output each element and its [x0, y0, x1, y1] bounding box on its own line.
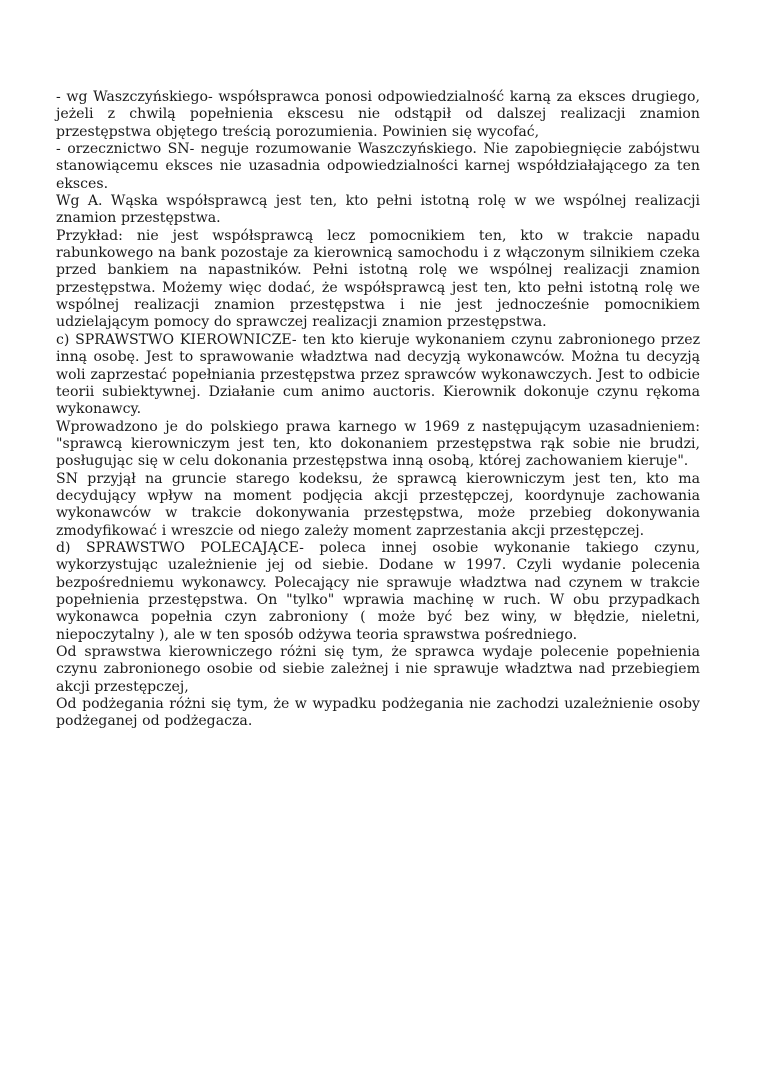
paragraph-introduction-1969: Wprowadzono je do polskiego prawa karnego w 1969 z następującym uzasadnieniem: "sprawcą kierowniczym jest ten, kto dokonaniem przestępstwa rąk sobie nie brudzi, posługując się w celu dokonania przestępstwa inną osobą, której zachowaniem kieruje". — [56, 418, 700, 470]
paragraph-waszczynski-view: - wg Waszczyńskiego- współsprawca ponosi odpowiedzialność karną za eksces drugiego, jeżeli z chwilą popełnienia ekscesu nie odstąpił od dalszej realizacji znamion przestępstwa objętego treścią porozumienia. Powinien się wycofać, — [56, 89, 700, 140]
paragraph-difference-directing: Od sprawstwa kierowniczego różni się tym, że sprawca wydaje polecenie popełnienia czynu zabronionego osobie od siebie zależnej i nie sprawuje władztwa nad przebiegiem akcji przestępczej, — [56, 644, 700, 695]
paragraph-sn-directing: SN przyjął na gruncie starego kodeksu, że sprawcą kierowniczym jest ten, kto ma decydujący wpływ na moment podjęcia akcji przestępczej, koordynuje zachowania wykonawców w trakcie dokonywania przestępstwa, może przebieg dokonywania zmodyfikować i wreszcie od niego zależy moment zaprzestania akcji przestępczej. — [56, 470, 700, 539]
paragraph-commanding-perpetration: d) SPRAWSTWO POLECAJĄCE- poleca innej osobie wykonanie takiego czynu, wykorzystując uzależnienie jej od siebie. Dodane w 1997. Czyli wydanie polecenia bezpośredniemu wykonawcy. Polecający nie sprawuje władztwa nad czynem w trakcie popełnienia przestępstwa. On "tylko" wprawia machinę w ruch. W obu przypadkach wykonawca popełnia czyn zabroniony ( może być bez winy, w błędzie, nieletni, niepoczytalny ), ale w ten sposób odżywa teoria sprawstwa pośredniego. — [56, 539, 700, 643]
paragraph-directing-perpetration: c) SPRAWSTWO KIEROWNICZE- ten kto kieruje wykonaniem czynu zabronionego przez inną osobę. Jest to sprawowanie władztwa nad decyzją wykonawców. Można tu decyzją woli zaprzestać popełniania przestępstwa przez sprawców wykonawczych. Jest to odbicie teorii subiektywnej. Działanie cum animo auctoris. Kierownik dokonuje czynu rękoma wykonawcy. — [56, 331, 700, 418]
document-page — [56, 89, 700, 731]
paragraph-difference-incitement: Od podżegania różni się tym, że w wypadku podżegania nie zachodzi uzależnienie osoby podżeganej od podżegacza. — [56, 696, 700, 730]
paragraph-sn-case-law: - orzecznictwo SN- neguje rozumowanie Waszczyńskiego. Nie zapobiegnięcie zabójstwu stanowiącemu eksces nie uzasadnia odpowiedzialności karnej współdziałającego za ten eksces. — [56, 141, 700, 192]
paragraph-example: Przykład: nie jest współsprawcą lecz pomocnikiem ten, kto w trakcie napadu rabunkowego na bank pozostaje za kierownicą samochodu i z włączonym silnikiem czeka przed bankiem na napastników. Pełni istotną rolę we wspólnej realizacji znamion przestępstwa. Możemy więc dodać, że współsprawcą jest ten, kto pełni istotną rolę we wspólnej realizacji znamion przestępstwa i nie jest jednocześnie pomocnikiem udzielającym pomocy do sprawczej realizacji znamion przestępstwa. — [56, 227, 700, 331]
paragraph-wasek-definition: Wg A. Wąska współsprawcą jest ten, kto pełni istotną rolę w we wspólnej realizacji znamion przestępstwa. — [56, 193, 700, 227]
